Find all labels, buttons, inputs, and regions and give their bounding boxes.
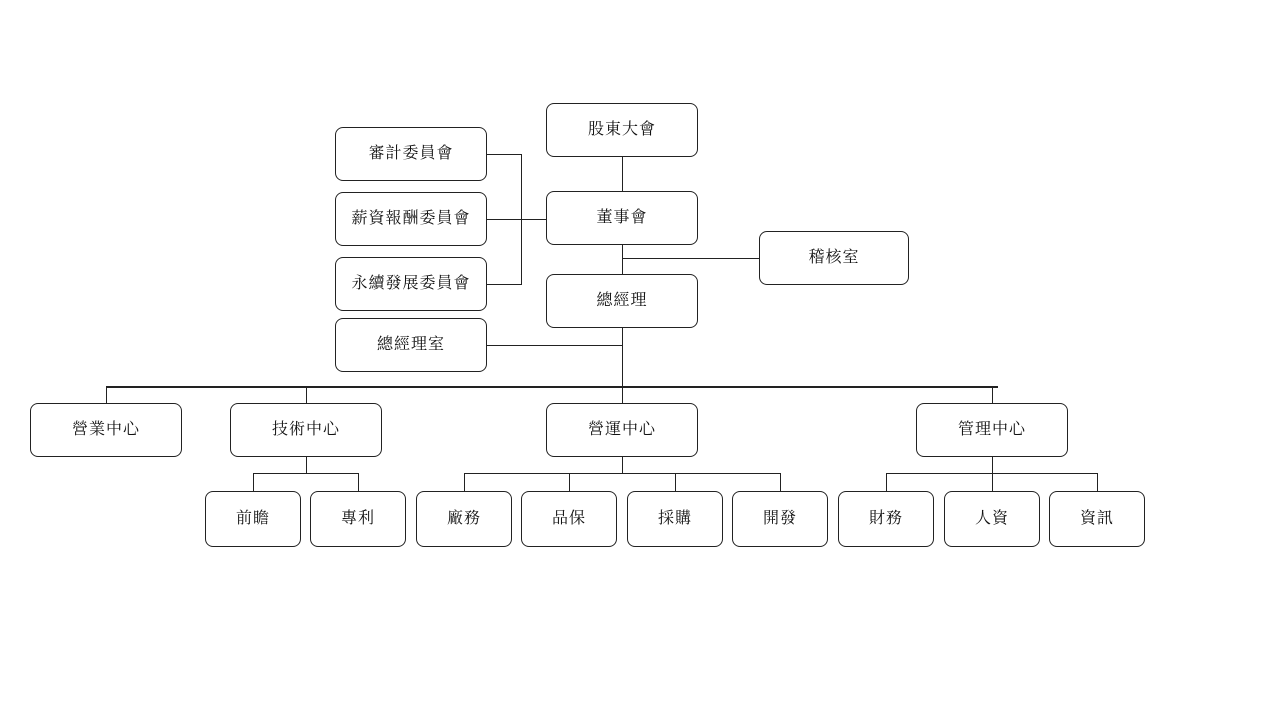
node-label: 資訊 [1079,510,1114,528]
node-audit-committee[interactable] [335,127,487,181]
connector-admin-finance [886,473,887,491]
connector-ops-purchasing [675,473,676,491]
node-information-technology[interactable] [1049,491,1145,547]
connector-bus-sales [106,386,107,403]
node-label: 人資 [974,510,1009,528]
connector-ops-drop [622,457,623,473]
node-patent[interactable] [310,491,406,547]
connector-esg-committee [487,284,522,285]
node-plant-affairs[interactable] [416,491,512,547]
connector-tech-patent [358,473,359,491]
node-sustainability-committee[interactable] [335,257,487,311]
node-label: 採購 [657,510,692,528]
node-label: 審計委員會 [368,145,454,163]
node-president-office[interactable] [335,318,487,372]
connector-admin-hr [992,473,993,491]
connector-president-bus [622,328,623,386]
connector-bus-tech [306,386,307,403]
connector-admin-it [1097,473,1098,491]
node-label: 薪資報酬委員會 [351,210,471,228]
connector-tech-drop [306,457,307,473]
node-operations-center[interactable] [546,403,698,457]
node-audit-room[interactable] [759,231,909,285]
node-label: 技術中心 [271,421,340,439]
connector-bus-ops [622,386,623,403]
node-label: 前瞻 [235,510,270,528]
node-label: 廠務 [446,510,481,528]
connector-admin-drop [992,457,993,473]
node-label: 營運中心 [587,421,656,439]
connector-audit-room [622,258,760,259]
node-label: 財務 [868,510,903,528]
connector-bus-admin [992,386,993,403]
node-development[interactable] [732,491,828,547]
node-sales-center[interactable] [30,403,182,457]
node-label: 永續發展委員會 [351,275,471,293]
connector-board-president [622,245,623,274]
node-technology-center[interactable] [230,403,382,457]
node-label: 董事會 [596,209,648,227]
node-label: 股東大會 [587,121,656,139]
node-shareholders-meeting[interactable] [546,103,698,157]
node-label: 總經理室 [376,336,445,354]
connector-tech-bus [253,473,359,474]
node-administration-center[interactable] [916,403,1068,457]
connector-ops-quality [569,473,570,491]
node-compensation-committee[interactable] [335,192,487,246]
main-bus [106,386,998,388]
node-label: 專利 [340,510,375,528]
node-president[interactable] [546,274,698,328]
connector-ops-plant [464,473,465,491]
connector-shareholders-board [622,157,623,191]
node-purchasing[interactable] [627,491,723,547]
connector-committees-board [521,219,547,220]
connector-comp-committee [487,219,522,220]
node-foresight[interactable] [205,491,301,547]
node-label: 管理中心 [957,421,1026,439]
connector-ops-development [780,473,781,491]
node-label: 總經理 [596,292,648,310]
node-label: 品保 [551,510,586,528]
connector-ops-bus [464,473,781,474]
connector-tech-foresight [253,473,254,491]
node-finance[interactable] [838,491,934,547]
node-human-resources[interactable] [944,491,1040,547]
node-label: 稽核室 [808,249,860,267]
connector-president-office [487,345,623,346]
node-quality-assurance[interactable] [521,491,617,547]
connector-audit-committee [487,154,522,155]
node-label: 開發 [762,510,797,528]
node-board-of-directors[interactable] [546,191,698,245]
node-label: 營業中心 [71,421,140,439]
